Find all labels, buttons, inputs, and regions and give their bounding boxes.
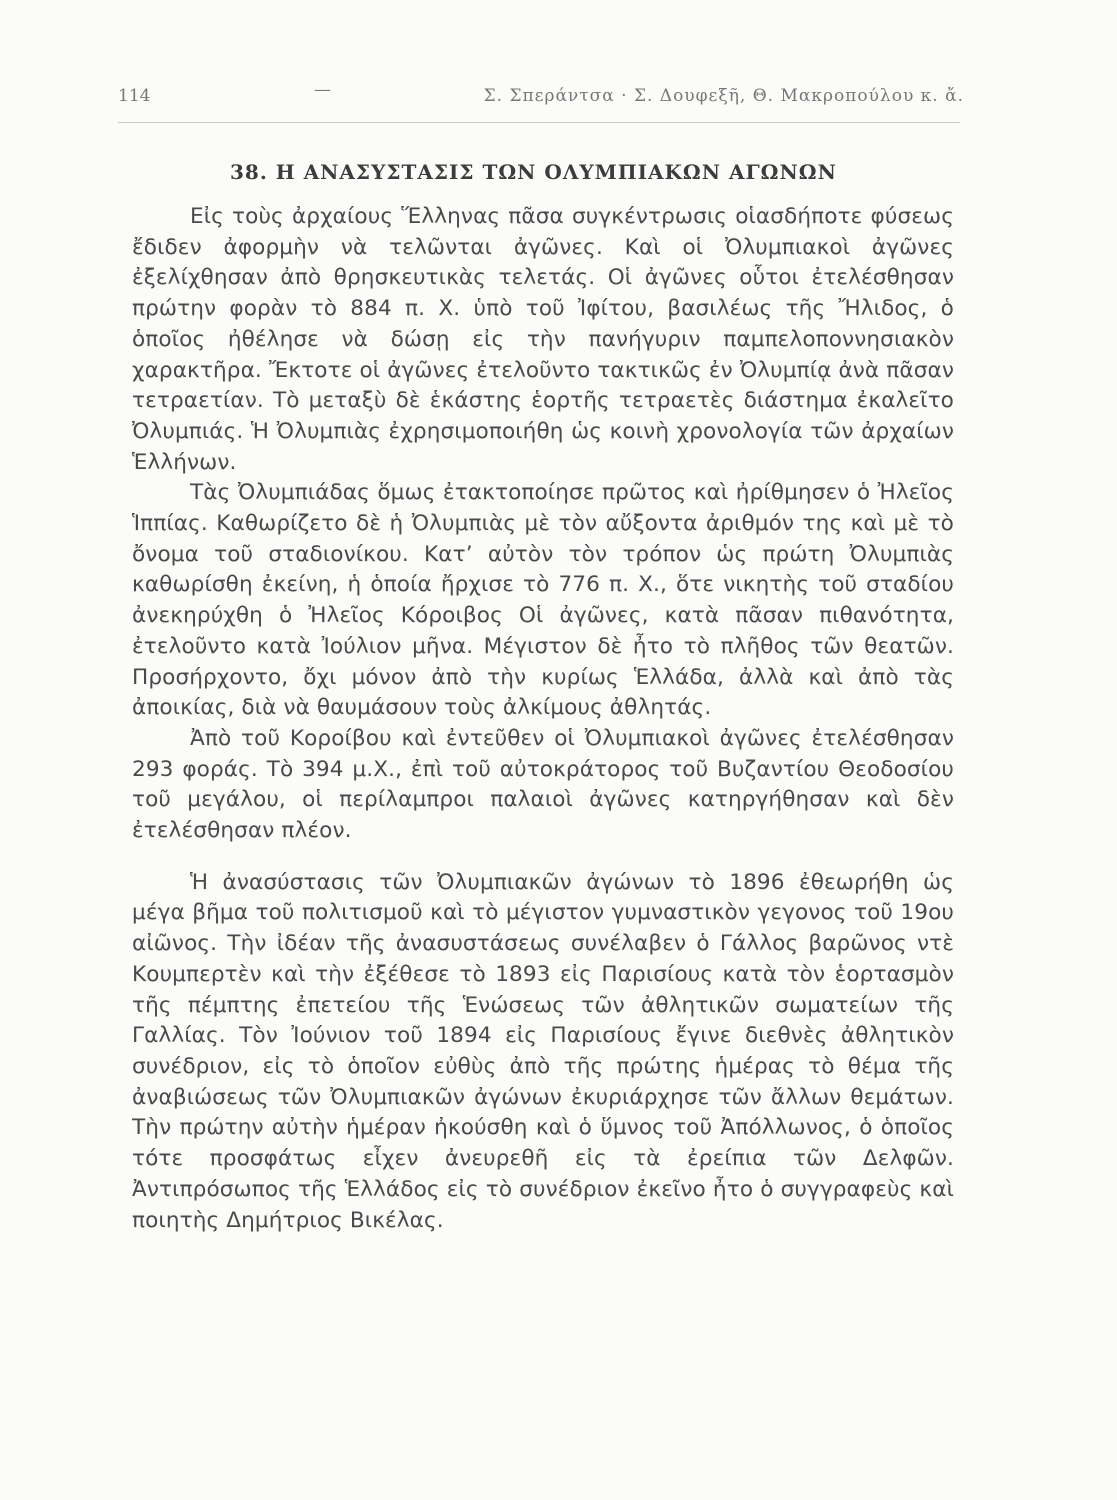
- page-header: [118, 80, 964, 114]
- paragraph-2: Τὰς Ὀλυμπιάδας ὅμως ἐτακτοποίησε πρῶτος καὶ ἠρίθμησεν ὁ Ἠλεῖος Ἱππίας. Καθωρίζετο δὲ ἡ Ὀλυμπιὰς μὲ τὸν αὔξοντα ἀριθμόν της καὶ μὲ τὸ ὄνομα τοῦ σταδιονίκου. Κατ’ αὐτὸν τὸν τρόπον ὡς πρώτη Ὀλυμπιὰς καθωρίσθη ἐκείνη, ἡ ὁποία ἤρχισε τὸ 776 π. Χ., ὅτε νικητὴς τοῦ σταδίου ἀνεκηρύχθη ὁ Ἠλεῖος Κόροιβος Οἱ ἀγῶνες, κατὰ πᾶσαν πιθανότητα, ἐτελοῦντο κατὰ Ἰούλιον μῆνα. Μέγιστον δὲ ἦτο τὸ πλῆθος τῶν θεατῶν. Προσήρχοντο, ὄχι μόνον ἀπὸ τὴν κυρίως Ἑλλάδα, ἀλλὰ καὶ ἀπὸ τὰς ἀποικίας, διὰ νὰ θαυμάσουν τοὺς ἀλκίμους ἀθλητάς.: [132, 480, 954, 721]
- chapter-title: 38. Η ΑΝΑΣΥΣΤΑΣΙΣ ΤΩΝ ΟΛΥΜΠΙΑΚΩΝ ΑΓΩΝΩΝ: [230, 160, 837, 184]
- paragraph-3: Ἀπὸ τοῦ Κοροίβου καὶ ἐντεῦθεν οἱ Ὀλυμπιακοὶ ἀγῶνες ἐτελέσθησαν 293 φοράς. Τὸ 394 μ.Χ., ἐπὶ τοῦ αὐτοκράτορος τοῦ Βυζαντίου Θεοδοσίου τοῦ μεγάλου, οἱ περίλαμπροι παλαιοὶ ἀγῶνες κατηργήθησαν καὶ δὲν ἐτελέσθησαν πλέον.: [132, 725, 954, 844]
- header-dash: —: [314, 80, 331, 100]
- header-rule: [118, 122, 960, 123]
- page-number: 114: [118, 86, 151, 106]
- paragraph-1: Εἰς τοὺς ἀρχαίους Ἕλληνας πᾶσα συγκέντρωσις οἱασδήποτε φύσεως ἔδιδεν ἀφορμὴν νὰ τελῶνται ἀγῶνες. Καὶ οἱ Ὀλυμπιακοὶ ἀγῶνες ἐξελίχθησαν ἀπὸ θρησκευτικὰς τελετάς. Οἱ ἀγῶνες οὗτοι ἐτελέσθησαν πρώτην φορὰν τὸ 884 π. Χ. ὑπὸ τοῦ Ἰφίτου, βασιλέως τῆς Ἤλιδος, ὁ ὁποῖος ἠθέλησε νὰ δώσῃ εἰς τὴν πανήγυριν παμπελοποννησιακὸν χαρακτῆρα. Ἔκτοτε οἱ ἀγῶνες ἐτελοῦντο τακτικῶς ἐν Ὀλυμπίᾳ ἀνὰ πᾶσαν τετραετίαν. Τὸ μεταξὺ δὲ ἑκάστης ἑορτῆς τετραετὲς διάστημα ἐκαλεῖτο Ὀλυμπιάς. Ἡ Ὀλυμπιὰς ἐχρησιμοποιήθη ὡς κοινὴ χρονολογία τῶν ἀρχαίων Ἑλλήνων.: [132, 204, 954, 475]
- running-head: Σ. Σπεράντσα · Σ. Δουφεξῆ, Θ. Μακροπούλου κ. ἄ.: [483, 86, 964, 106]
- chapter-body: [132, 202, 954, 1236]
- paragraph-4: Ἡ ἀνασύστασις τῶν Ὀλυμπιακῶν ἀγώνων τὸ 1896 ἐθεωρήθη ὡς μέγα βῆμα τοῦ πολιτισμοῦ καὶ τὸ μέγιστον γυμναστικὸν γεγονος τοῦ 19ου αἰῶνος. Τὴν ἰδέαν τῆς ἀνασυστάσεως συνέλαβεν ὁ Γάλλος βαρῶνος ντὲ Κουμπερτὲν καὶ τὴν ἐξέθεσε τὸ 1893 εἰς Παρισίους κατὰ τὸν ἑορτασμὸν τῆς πέμπτης ἐπετείου τῆς Ἑνώσεως τῶν ἀθλητικῶν σωματείων τῆς Γαλλίας. Τὸν Ἰούνιον τοῦ 1894 εἰς Παρισίους ἔγινε διεθνὲς ἀθλητικὸν συνέδριον, εἰς τὸ ὁποῖον εὐθὺς ἀπὸ τῆς πρώτης ἡμέρας τὸ θέμα τῆς ἀναβιώσεως τῶν Ὀλυμπιακῶν ἀγώνων ἐκυριάρχησε τῶν ἄλλων θεμάτων. Τὴν πρώτην αὐτὴν ἡμέραν ἠκούσθη καὶ ὁ ὕμνος τοῦ Ἀπόλλωνος, ὁ ὁποῖος τότε προσφάτως εἶχεν ἀνευρεθῆ εἰς τὰ ἐρείπια τῶν Δελφῶν. Ἀντιπρόσωπος τῆς Ἑλλάδος εἰς τὸ συνέδριον ἐκεῖνο ἦτο ὁ συγγραφεὺς καὶ ποιητὴς Δημήτριος Βικέλας.: [132, 869, 954, 1233]
